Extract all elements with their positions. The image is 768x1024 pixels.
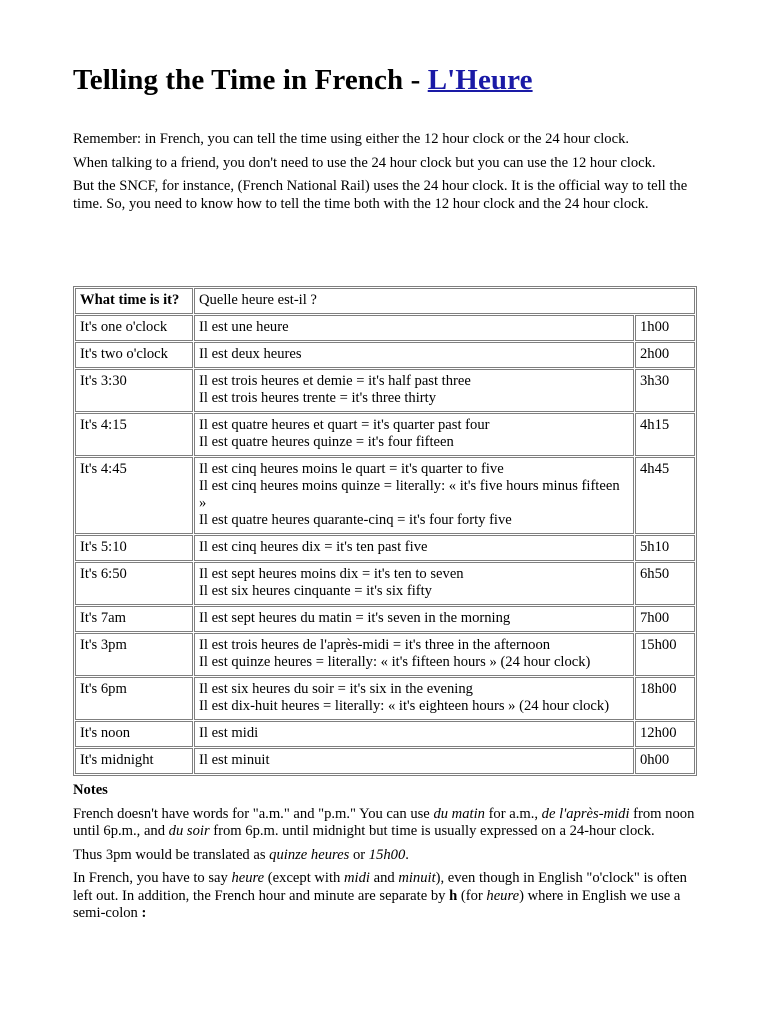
table-row [75, 748, 695, 774]
twenty-four-hour-cell: 12h00 [635, 721, 695, 747]
table-row [75, 721, 695, 747]
french-phrase-cell [194, 535, 634, 561]
french-phrase-line: Il est midi [199, 725, 259, 741]
table-row [75, 562, 695, 605]
english-time-cell: It's 7am [75, 606, 193, 632]
french-phrase-cell [194, 562, 634, 605]
english-time-cell: It's 6:50 [75, 562, 193, 605]
french-phrase-line: Il est cinq heures moins le quart = it's quarter to five [199, 461, 504, 477]
notes-paragraph: French doesn't have words for "a.m." and "p.m." You can use du matin for a.m., de l'après-midi from noon until 6p.m., and du soir from 6p.m. until midnight but time is usually expressed on a 24-hour clock. [73, 805, 695, 839]
intro-paragraph: When talking to a friend, you don't need to use the 24 hour clock but you can use the 12 hour clock. [73, 154, 656, 171]
french-phrase-line: Il est trois heures et demie = it's half past three [199, 373, 471, 389]
french-phrase-line: Il est trois heures trente = it's three thirty [199, 390, 436, 406]
french-phrase-line: Il est sept heures moins dix = it's ten to seven [199, 566, 464, 582]
french-phrase-line: Il est deux heures [199, 346, 302, 362]
notes-heading: Notes [73, 782, 108, 798]
twenty-four-hour-cell: 4h45 [635, 457, 695, 534]
english-time-cell: It's 5:10 [75, 535, 193, 561]
table-row [75, 633, 695, 676]
table-row [75, 606, 695, 632]
french-phrase-line: Il est dix-huit heures = literally: « it's eighteen hours » (24 hour clock) [199, 698, 610, 714]
french-phrase-line: Il est une heure [199, 319, 289, 335]
table-row [75, 413, 695, 456]
twenty-four-hour-cell: 7h00 [635, 606, 695, 632]
header-cell-french: Quelle heure est-il ? [194, 288, 695, 314]
twenty-four-hour-cell: 6h50 [635, 562, 695, 605]
french-phrase-cell [194, 342, 634, 368]
french-phrase-line: Il est trois heures de l'après-midi = it's three in the afternoon [199, 637, 551, 653]
french-phrase-line: Il est quatre heures quarante-cinq = it's four forty five [199, 512, 512, 528]
twenty-four-hour-cell: 2h00 [635, 342, 695, 368]
twenty-four-hour-cell: 3h30 [635, 369, 695, 412]
english-time-cell: It's 4:15 [75, 413, 193, 456]
english-time-cell: It's noon [75, 721, 193, 747]
french-phrase-line: Il est sept heures du matin = it's seven in the morning [199, 610, 511, 626]
french-phrase-cell [194, 748, 634, 774]
twenty-four-hour-cell: 18h00 [635, 677, 695, 720]
table-header-row [75, 288, 695, 314]
twenty-four-hour-cell: 5h10 [635, 535, 695, 561]
french-phrase-line: Il est quatre heures quinze = it's four fifteen [199, 434, 454, 450]
twenty-four-hour-cell: 1h00 [635, 315, 695, 341]
intro-paragraph: Remember: in French, you can tell the time using either the 12 hour clock or the 24 hour clock. [73, 131, 630, 147]
french-phrase-line: Il est cinq heures dix = it's ten past five [199, 539, 428, 555]
intro-paragraph: But the SNCF, for instance, (French National Rail) uses the 24 hour clock. It is the official way to tell the time. So, you need to know how to tell the time both with the 12 hour clock and the 24 hour clock. [73, 178, 688, 212]
page-title-text: Telling the Time in French - [73, 64, 428, 96]
english-time-cell: It's 4:45 [75, 457, 193, 534]
french-phrase-line: Il est quatre heures et quart = it's quarter past four [199, 417, 490, 433]
french-phrase-cell [194, 315, 634, 341]
intro-section [73, 131, 697, 219]
table-row [75, 535, 695, 561]
english-time-cell: It's midnight [75, 748, 193, 774]
table-row [75, 315, 695, 341]
french-phrase-cell [194, 606, 634, 632]
english-time-cell: It's 3:30 [75, 369, 193, 412]
time-table [73, 286, 697, 776]
notes-section [73, 782, 697, 929]
english-time-cell: It's one o'clock [75, 315, 193, 341]
twenty-four-hour-cell: 0h00 [635, 748, 695, 774]
notes-paragraph: In French, you have to say heure (except with midi and minuit), even though in English "o'clock" is often left out. In addition, the French hour and minute are separate by h (for heure) where in English we use a semi-colon : [73, 870, 687, 921]
table-row [75, 369, 695, 412]
french-phrase-cell [194, 633, 634, 676]
french-phrase-line: Il est cinq heures moins quinze = literally: « it's five hours minus fifteen » [199, 478, 620, 511]
english-time-cell: It's 3pm [75, 633, 193, 676]
twenty-four-hour-cell: 4h15 [635, 413, 695, 456]
french-phrase-line: Il est minuit [199, 752, 270, 768]
french-phrase-cell [194, 721, 634, 747]
french-phrase-cell [194, 677, 634, 720]
english-time-cell: It's two o'clock [75, 342, 193, 368]
title-link[interactable]: L'Heure [427, 64, 533, 96]
french-phrase-line: Il est quinze heures = literally: « it's fifteen hours » (24 hour clock) [199, 654, 591, 670]
table-row [75, 342, 695, 368]
table-row [75, 457, 695, 534]
french-phrase-line: Il est six heures du soir = it's six in the evening [199, 681, 473, 697]
french-phrase-cell [194, 457, 634, 534]
notes-paragraph: Thus 3pm would be translated as quinze heures or 15h00. [73, 846, 409, 863]
french-phrase-line: Il est six heures cinquante = it's six fifty [199, 583, 432, 599]
english-time-cell: It's 6pm [75, 677, 193, 720]
table-row [75, 677, 695, 720]
header-cell-english: What time is it? [75, 288, 193, 314]
twenty-four-hour-cell: 15h00 [635, 633, 695, 676]
page-title [73, 64, 533, 97]
french-phrase-cell [194, 369, 634, 412]
french-phrase-cell [194, 413, 634, 456]
